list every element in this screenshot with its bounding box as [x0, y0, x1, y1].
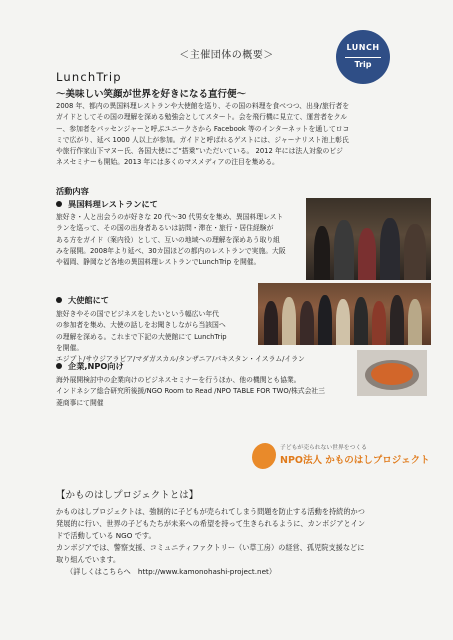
intro-line: ー、参加者をパッセンジャーと呼ぶユニークさから Facebook 等のインターネットを通してロコ	[56, 124, 350, 133]
intro-line: ネスセミナーも開始。2013 年には多くのマスメディアの注目を集める。	[56, 158, 279, 167]
kamonohashi-line: 取り組んでいます。	[56, 555, 121, 564]
restaurant-line: や福岡、静岡など各地の異国料理レストランでLunchTrip を開催。	[56, 258, 261, 267]
restaurant-section-title	[56, 199, 158, 210]
kamonohashi-line: 発展的に行い、世界の子どもたちが未来への希望を持って生きられるように、カンボジアとイン	[56, 519, 366, 528]
kamonohashi-paragraph	[56, 506, 430, 578]
lunchtrip-logo	[336, 30, 390, 84]
logo-text-top: LUNCH	[346, 43, 380, 52]
food-dish-photo	[357, 350, 427, 396]
section-header: ＜主催団体の概要＞	[179, 50, 274, 61]
kamonohashi-name: NPO法人 かものはしプロジェクト	[280, 455, 430, 466]
embassy-event-photo	[258, 283, 431, 345]
restaurant-line: ランを巡って、その国の出身者あるいは訪問・滞在・旅行・居住経験が	[56, 224, 274, 233]
activities-heading: 活動内容	[56, 186, 89, 196]
restaurant-line: ある方をガイド（案内役）として、互いの地域への理解を深めあう取り組	[56, 235, 280, 244]
intro-line: や旅行作家山下マヌー氏、各国大使にご“搭乗”いただいている。 2012 年には法人対象のビジ	[56, 147, 343, 156]
embassy-line: エジプト/サウジアラビア/マダガスカル/タンザニア/パキスタン・イスラム/イラン	[56, 355, 305, 364]
npo-line: 菱商事にて開催	[56, 398, 104, 407]
kamonohashi-logo	[240, 441, 440, 477]
kamonohashi-heading: 【かものはしプロジェクトとは】	[56, 490, 199, 501]
logo-text-bottom: Trip	[354, 60, 372, 69]
embassy-title-text: 大使館にて	[68, 295, 109, 305]
kamonohashi-link-line[interactable]: （詳しくはこちらへ http://www.kamonohashi-project.net）	[66, 567, 277, 576]
bullet-icon	[56, 297, 62, 303]
intro-line: ガイドとしてその国の理解を深める勉強会としてスタート。会を飛行機に見立て、運営者をクル	[56, 113, 348, 122]
embassy-line: を開催。	[56, 343, 84, 352]
intro-line: 2008 年、都内の異国料理レストランや大使館を巡り、その国の料理を食べつつ、出身/旅行者を	[56, 102, 350, 110]
embassy-line: 旅好きやその国でビジネスをしたいという幅広い年代	[56, 310, 219, 318]
logo-arrow-icon	[345, 57, 381, 58]
intro-paragraph	[56, 101, 434, 169]
kamonohashi-line: ドで活動している NGO です。	[56, 531, 156, 540]
org-title: LunchTrip	[56, 70, 122, 84]
restaurant-title-text: 異国料理レストランにて	[68, 199, 158, 209]
restaurant-line: 旅好き・人と出会うのが好きな 20 代〜30 代男女を集め、異国料理レスト	[56, 213, 284, 221]
restaurant-line: みを展開。2008年より延べ、30カ国ほどの都内のレストランで実施。大阪	[56, 246, 286, 255]
embassy-line: の理解を深める。これまで下記の大使館にて LunchTrip	[56, 332, 227, 341]
restaurant-event-photo	[306, 198, 431, 280]
embassy-line: の参加者を集め、大使の話しをお聞きしながら当該国へ	[56, 321, 226, 330]
npo-title-text: 企業,NPO向け	[68, 361, 124, 371]
kamonohashi-line: かものはしプロジェクトは、強制的に子どもが売られてしまう問題を防止する活動を持続的かつ	[56, 507, 365, 516]
intro-line: ミで広がり、延べ 1000 人以上が参加。ガイドと呼ばれるゲストには、ジャーナリスト池上彰氏	[56, 135, 349, 144]
restaurant-paragraph	[56, 212, 306, 268]
embassy-section-title	[56, 295, 109, 306]
npo-section-title	[56, 361, 124, 372]
org-subtitle: 〜美味しい笑顔が世界を好きになる直行便〜	[56, 89, 247, 100]
kamonohashi-tagline: 子どもが売られない世界をつくる	[280, 445, 367, 451]
kamonohashi-mark-icon	[252, 443, 276, 469]
kamonohashi-line: カンボジアでは、警察支援、コミュニティファクトリー（い草工房）の経営、孤児院支援などに	[56, 543, 365, 552]
bullet-icon	[56, 363, 62, 369]
bullet-icon	[56, 201, 62, 207]
npo-line: 海外展開検討中の企業向けのビジネスセミナーを行うほか、他の機関とも協業。	[56, 376, 301, 384]
npo-line: インドネシア総合研究所後援/NGO Room to Read /NPO TABLE FOR TWO/株式会社三	[56, 387, 325, 396]
